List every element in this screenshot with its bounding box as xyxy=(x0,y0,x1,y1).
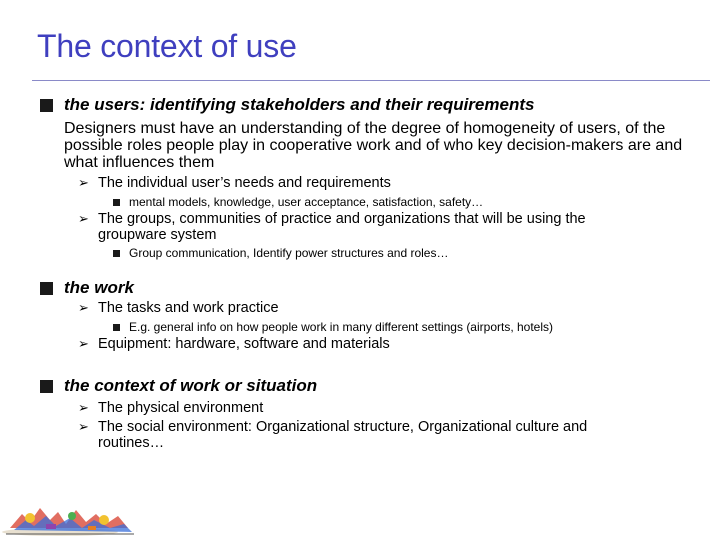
list-item: The tasks and work practice xyxy=(98,300,279,316)
section-heading-users: the users: identifying stakeholders and their requirements xyxy=(64,95,535,114)
arrow-bullet-icon: ➢ xyxy=(78,175,89,190)
arrow-bullet-icon: ➢ xyxy=(78,419,89,434)
square-bullet-icon xyxy=(40,380,53,393)
section-heading-work: the work xyxy=(64,278,134,297)
arrow-bullet-icon: ➢ xyxy=(78,336,89,351)
section-paragraph: Designers must have an understanding of the degree of homogeneity of users, of the possible roles people play in cooperative work and of who key decision-makers are and what influences them xyxy=(64,120,683,171)
decorative-clipart-icon xyxy=(0,494,140,540)
sub-list-item: mental models, knowledge, user acceptance, satisfaction, safety… xyxy=(129,195,484,209)
small-square-bullet-icon xyxy=(113,250,120,257)
title-divider xyxy=(32,80,710,81)
section-heading-context: the context of work or situation xyxy=(64,376,318,395)
list-item: The physical environment xyxy=(98,400,264,416)
square-bullet-icon xyxy=(40,282,53,295)
square-bullet-icon xyxy=(40,99,53,112)
small-square-bullet-icon xyxy=(113,324,120,331)
arrow-bullet-icon: ➢ xyxy=(78,300,89,315)
list-item: The social environment: Organizational structure, Organizational culture and routines… xyxy=(98,419,588,451)
slide-title: The context of use xyxy=(37,28,297,64)
sub-list-item: Group communication, Identify power structures and roles… xyxy=(129,246,449,260)
list-item: The individual user’s needs and requirements xyxy=(98,175,391,191)
small-square-bullet-icon xyxy=(113,199,120,206)
sub-list-item: E.g. general info on how people work in many different settings (airports, hotels) xyxy=(129,320,554,334)
arrow-bullet-icon: ➢ xyxy=(78,211,89,226)
list-item: Equipment: hardware, software and materials xyxy=(98,336,390,352)
arrow-bullet-icon: ➢ xyxy=(78,400,89,415)
list-item: The groups, communities of practice and organizations that will be using the groupware system xyxy=(98,211,586,243)
